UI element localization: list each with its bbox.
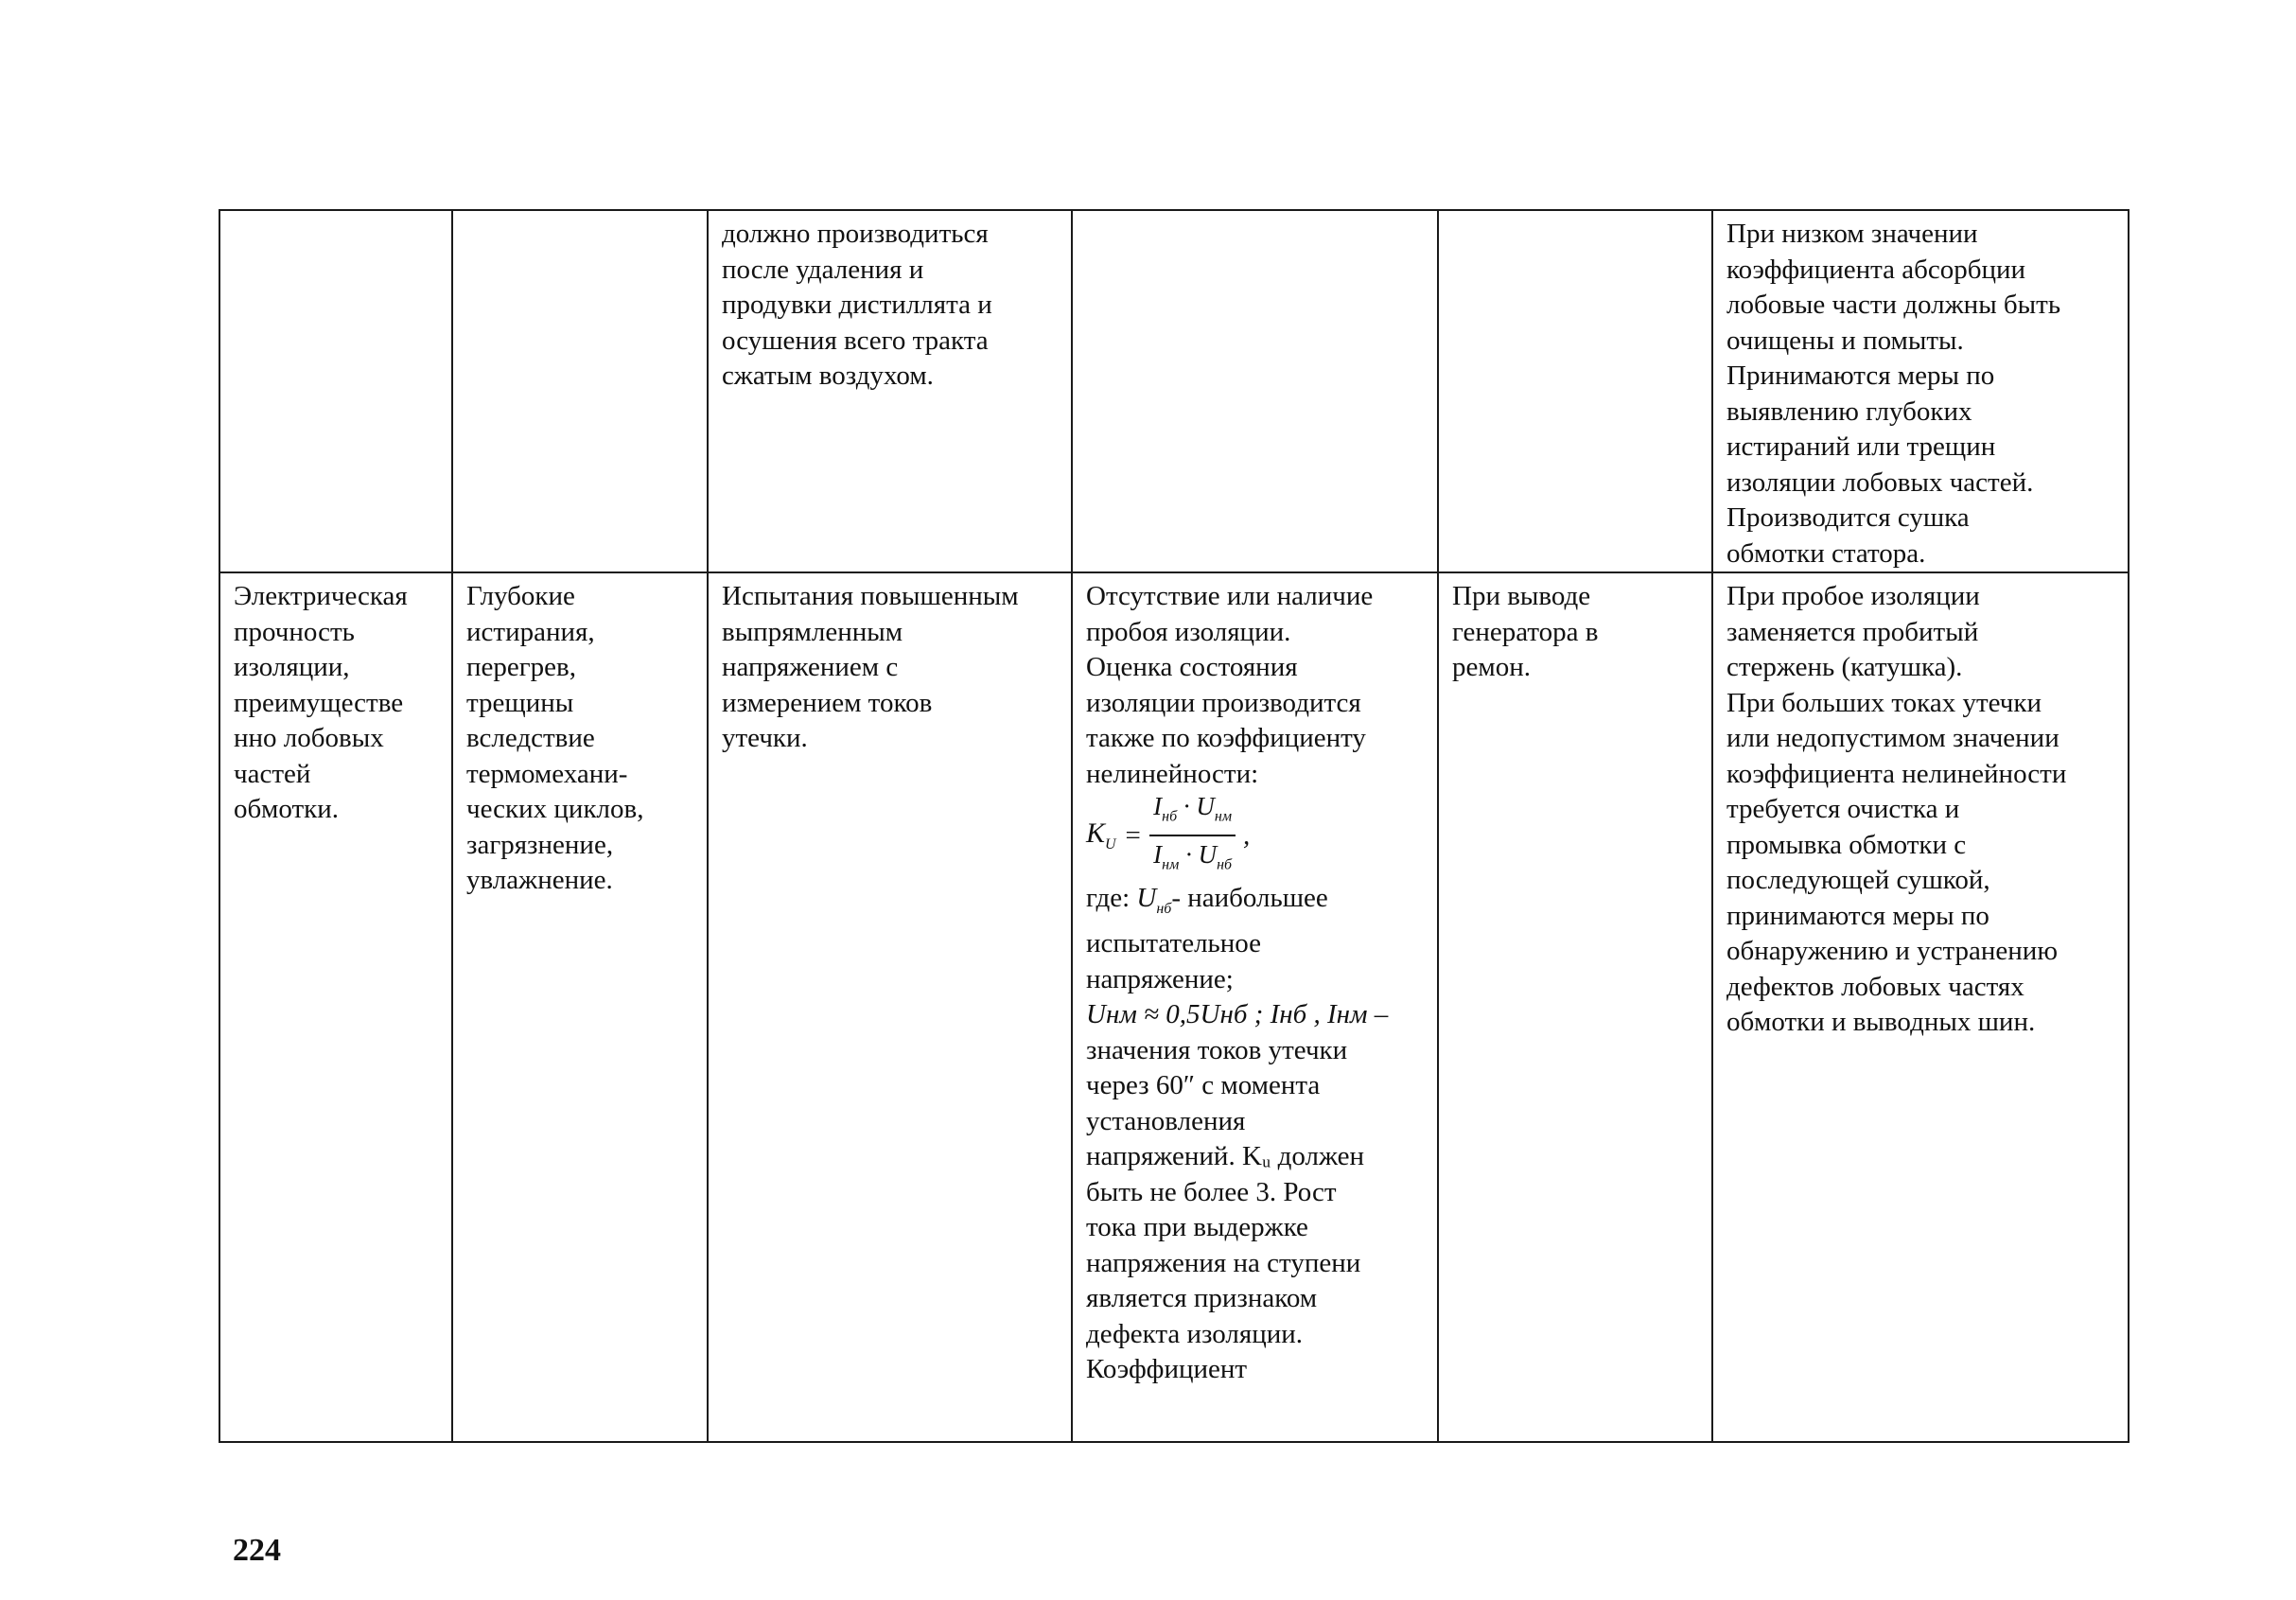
- table-row: [219, 572, 2129, 1442]
- table-cell: [1072, 210, 1438, 572]
- action-text: При пробое изоляции заменяется пробитый стержень (катушка). При больших токах утечки или недопустимом значении коэффициента нелинейности требуется очистка и промывка обмотки с последующей сушкой, принимаются меры по обнаружению и устранению дефектов лобовых частях обмотки и выводных шин.: [1726, 581, 2067, 1037]
- table-cell: [1438, 572, 1712, 1442]
- table-cell: [452, 210, 708, 572]
- formula-denominator: $I_{нм} \cdot U_{нб}$: [1153, 840, 1233, 873]
- criteria-text-intro: Отсутствие или наличие пробоя изоляции. Оценка состояния изоляции производится также по коэффициенту нелинейности:: [1086, 581, 1374, 789]
- table-cell: [1712, 210, 2129, 572]
- formula-lhs: $K_U$: [1086, 817, 1116, 853]
- table-cell: [219, 210, 452, 572]
- cell-text: При низком значении коэффициента абсорбции лобовые части должны быть очищены и помыты. Принимаются меры по выявлению глубоких истираний или трещин изоляции лобовых частей. Производится сушка обмотки статора.: [1726, 219, 2061, 569]
- method-text: Испытания повышенным выпрямленным напряжением с измерением токов утечки.: [722, 581, 1019, 753]
- nonlinearity-formula: [1086, 791, 1424, 875]
- formula-fraction: [1149, 790, 1236, 882]
- cell-text: должно производиться после удаления и продувки дистиллята и осушения всего тракта сжатым воздухом.: [722, 219, 992, 391]
- fraction-bar: [1149, 835, 1236, 836]
- timing-text: При выводе генератора в ремон.: [1452, 581, 1599, 682]
- table-cell: [708, 572, 1072, 1442]
- parameter-text: Электрическая прочность изоляции, преимуществе нно лобовых частей обмотки.: [234, 581, 408, 824]
- table-row: [219, 210, 2129, 572]
- formula-numerator: $I_{нб} \cdot U_{нм}$: [1153, 791, 1233, 824]
- table-cell: [708, 210, 1072, 572]
- table-cell: [452, 572, 708, 1442]
- formula-comma: ,: [1243, 819, 1251, 851]
- criteria-text-rest: значения токов утечки через 60″ с момента установления напряжений. Kᵤ должен быть не более 3. Рост тока при выдержке напряжения на ступени является признаком дефекта изоляции. Коэффициент: [1086, 1034, 1365, 1385]
- table-cell: [1712, 572, 2129, 1442]
- table-cell: [219, 572, 452, 1442]
- voltage-relation: Uнм ≈ 0,5Uнб ; Iнб , Iнм –: [1086, 999, 1389, 1030]
- formula-equals: =: [1123, 819, 1143, 851]
- page-number: 224: [233, 1533, 281, 1568]
- diagnostics-table: [219, 209, 2129, 1443]
- where-line: где: $U_{нб}-$ наибольшее испытательное напряжение;: [1086, 883, 1328, 994]
- table-cell: [1438, 210, 1712, 572]
- table-cell: [1072, 572, 1438, 1442]
- defect-text: Глубокие истирания, перегрев, трещины вследствие термомехани- ческих циклов, загрязнение, увлажнение.: [466, 581, 644, 895]
